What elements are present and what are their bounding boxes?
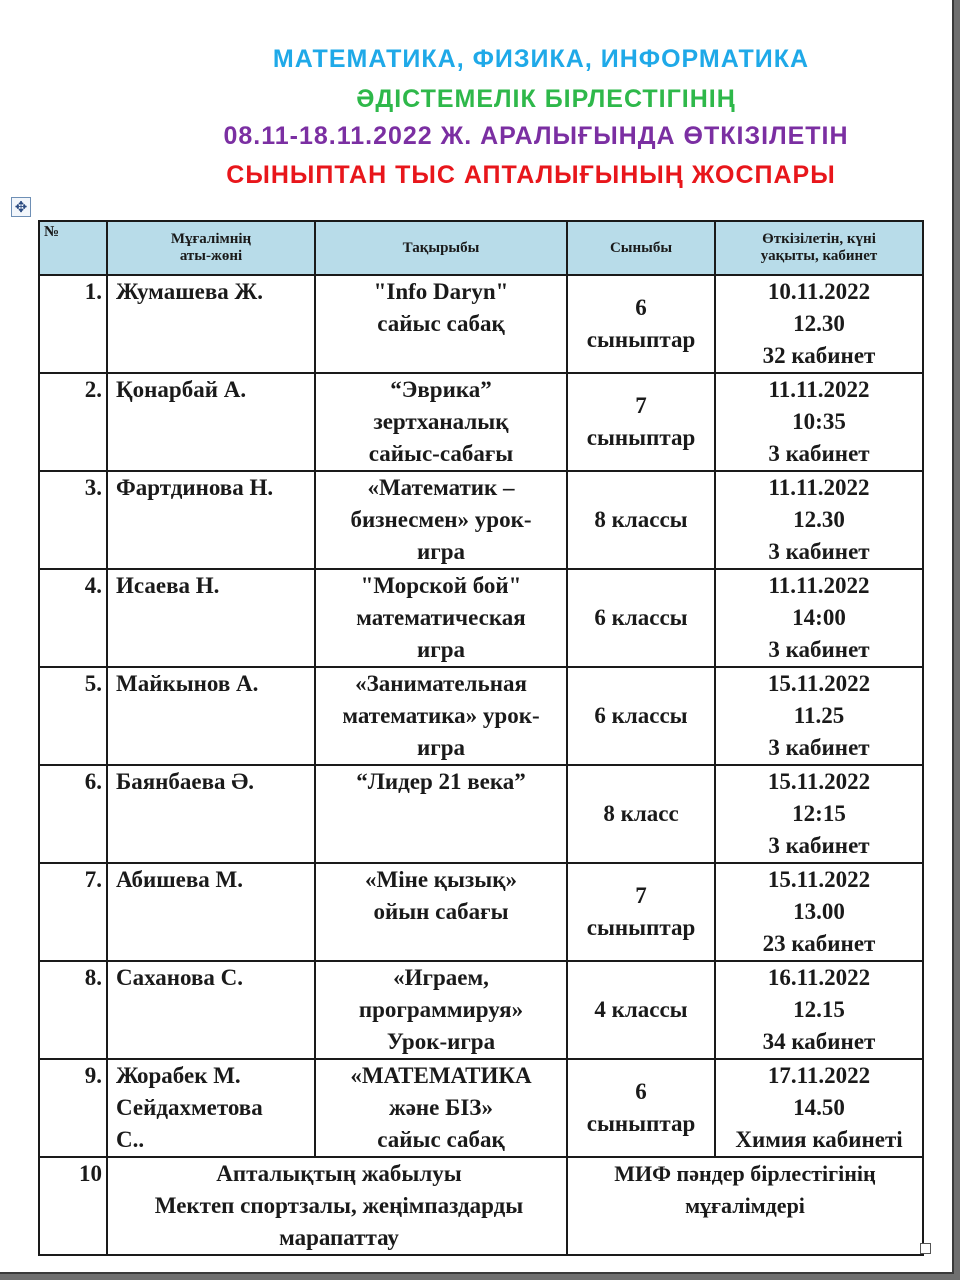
teacher-name-line: Саханова С. xyxy=(116,965,244,990)
row-number: 7. xyxy=(39,863,107,961)
class-grade xyxy=(567,765,715,863)
date-time-room-line: 10:35 xyxy=(792,409,846,434)
row-number: 9. xyxy=(39,1059,107,1157)
table-row xyxy=(39,765,923,863)
table-row xyxy=(39,863,923,961)
teacher-name xyxy=(107,569,315,667)
teacher-name-line: Фартдинова Н. xyxy=(116,475,274,500)
header-grade: Сыныбы xyxy=(567,221,715,275)
event-topic-line: "Морской бой" xyxy=(360,573,522,598)
class-grade xyxy=(567,275,715,373)
event-topic xyxy=(315,667,567,765)
date-time-room xyxy=(715,1059,923,1157)
date-time-room-line: 15.11.2022 xyxy=(767,867,871,892)
closing-responsible-line: мұғалімдері xyxy=(685,1193,805,1218)
event-topic-line: “Лидер 21 века” xyxy=(356,769,526,794)
title-line-1: МАТЕМАТИКА, ФИЗИКА, ИНФОРМАТИКА xyxy=(272,45,810,73)
event-topic-line: «Математик – xyxy=(367,475,515,500)
date-time-room-line: 3 кабинет xyxy=(768,833,870,858)
event-topic-line: сайыс-сабағы xyxy=(368,441,514,466)
date-time-room-line: 11.11.2022 xyxy=(768,573,870,598)
teacher-name-line: Сейдахметова xyxy=(116,1095,263,1120)
class-grade xyxy=(567,667,715,765)
event-topic-line: «МАТЕМАТИКА xyxy=(350,1063,532,1088)
closing-event xyxy=(107,1157,567,1255)
teacher-name-line: Баянбаева Ә. xyxy=(116,769,255,794)
date-time-room xyxy=(715,569,923,667)
date-time-room xyxy=(715,667,923,765)
date-time-room xyxy=(715,961,923,1059)
teacher-name xyxy=(107,961,315,1059)
table-row xyxy=(39,961,923,1059)
header-topic: Тақырыбы xyxy=(315,221,567,275)
event-topic-line: «Міне қызық» xyxy=(365,867,517,892)
event-topic xyxy=(315,471,567,569)
date-time-room-line: 13.00 xyxy=(793,899,845,924)
class-grade xyxy=(567,471,715,569)
table-body xyxy=(39,275,923,1255)
event-topic-line: математика» урок- xyxy=(342,703,540,728)
header-when xyxy=(715,221,923,275)
date-time-room-line: 15.11.2022 xyxy=(767,769,871,794)
date-time-room-line: 3 кабинет xyxy=(768,441,870,466)
class-grade xyxy=(567,1059,715,1157)
row-number: 5. xyxy=(39,667,107,765)
header-teacher xyxy=(107,221,315,275)
event-topic-line: «Играем, xyxy=(393,965,489,990)
event-topic-line: игра xyxy=(417,735,465,760)
header-when-line: уақыты, кабинет xyxy=(760,248,878,264)
event-topic xyxy=(315,569,567,667)
date-time-room-line: 23 кабинет xyxy=(762,931,876,956)
class-grade xyxy=(567,863,715,961)
event-topic-line: математическая xyxy=(356,605,526,630)
event-topic xyxy=(315,863,567,961)
date-time-room-line: Химия кабинеті xyxy=(735,1127,903,1152)
event-topic-line: Урок-игра xyxy=(386,1029,496,1054)
teacher-name xyxy=(107,1059,315,1157)
date-time-room-line: 3 кабинет xyxy=(768,539,870,564)
title-line-3: 08.11-18.11.2022 Ж. АРАЛЫҒЫНДА ӨТКІЗІЛЕТІН xyxy=(223,122,849,150)
table-row xyxy=(39,667,923,765)
closing-event-line: Мектеп спортзалы, жеңімпаздарды xyxy=(154,1193,524,1218)
class-grade-line: 8 класс xyxy=(603,801,679,826)
event-topic-line: бизнесмен» урок- xyxy=(350,507,532,532)
event-topic xyxy=(315,961,567,1059)
event-topic-line: сайыс сабақ xyxy=(377,311,505,336)
date-time-room-line: 12:15 xyxy=(792,801,846,826)
event-topic xyxy=(315,1059,567,1157)
date-time-room-line: 32 кабинет xyxy=(762,343,876,368)
table-row xyxy=(39,373,923,471)
event-topic-line: зертханалық xyxy=(373,409,509,434)
table-row xyxy=(39,569,923,667)
date-time-room-line: 10.11.2022 xyxy=(767,279,871,304)
row-number: 3. xyxy=(39,471,107,569)
header-number: № xyxy=(39,221,107,275)
date-time-room-line: 14:00 xyxy=(792,605,846,630)
date-time-room-line: 3 кабинет xyxy=(768,637,870,662)
date-time-room-line: 11.11.2022 xyxy=(768,475,870,500)
class-grade xyxy=(567,569,715,667)
row-number: 4. xyxy=(39,569,107,667)
closing-responsible-line: МИФ пәндер бірлестігінің xyxy=(614,1161,876,1186)
date-time-room-line: 16.11.2022 xyxy=(767,965,871,990)
class-grade-line: 8 классы xyxy=(594,507,688,532)
title-line-2: ӘДІСТЕМЕЛІК БІРЛЕСТІГІНІҢ xyxy=(356,85,736,113)
class-grade-line: 6 xyxy=(635,1079,647,1104)
class-grade xyxy=(567,961,715,1059)
event-topic-line: игра xyxy=(417,539,465,564)
date-time-room xyxy=(715,765,923,863)
date-time-room-line: 15.11.2022 xyxy=(767,671,871,696)
title-line-4: СЫНЫПТАН ТЫС АПТАЛЫҒЫНЫҢ ЖОСПАРЫ xyxy=(226,161,836,189)
date-time-room xyxy=(715,863,923,961)
teacher-name-line: Жорабек М. xyxy=(116,1063,241,1088)
plan-table xyxy=(38,220,924,1256)
teacher-name-line: Абишева М. xyxy=(116,867,243,892)
header-teacher-line: аты-жөні xyxy=(179,248,243,264)
date-time-room-line: 11.11.2022 xyxy=(768,377,870,402)
class-grade-line: 6 классы xyxy=(594,605,688,630)
event-topic-line: «Занимательная xyxy=(355,671,527,696)
event-topic-line: және БІЗ» xyxy=(389,1095,493,1120)
class-grade-line: сыныптар xyxy=(586,327,696,352)
teacher-name-line: Майкынов А. xyxy=(116,671,259,696)
class-grade-line: сыныптар xyxy=(586,915,696,940)
closing-responsible xyxy=(567,1157,923,1255)
header-teacher-line: Мұғалімнің xyxy=(170,231,252,247)
event-topic-line: сайыс сабақ xyxy=(377,1127,505,1152)
class-grade-line: 7 xyxy=(635,393,647,418)
table-header-row xyxy=(39,221,923,275)
event-topic xyxy=(315,765,567,863)
date-time-room-line: 34 кабинет xyxy=(762,1029,876,1054)
teacher-name xyxy=(107,471,315,569)
teacher-name-line: С.. xyxy=(116,1127,145,1152)
teacher-name xyxy=(107,275,315,373)
closing-event-line: марапаттау xyxy=(279,1225,399,1250)
class-grade-line: 6 классы xyxy=(594,703,688,728)
date-time-room-line: 11.25 xyxy=(793,703,845,728)
resize-handle-icon[interactable] xyxy=(920,1243,931,1254)
header-when-line: Өткізілетін, күні xyxy=(762,231,876,247)
date-time-room-line: 12.15 xyxy=(793,997,845,1022)
teacher-name xyxy=(107,863,315,961)
event-topic-line: "Info Daryn" xyxy=(373,279,509,304)
teacher-name xyxy=(107,765,315,863)
teacher-name-line: Қонарбай А. xyxy=(116,377,247,402)
event-topic-line: игра xyxy=(417,637,465,662)
row-number: 10 xyxy=(39,1157,107,1255)
move-arrows-icon[interactable]: ✥ xyxy=(11,197,31,217)
event-topic-line: программируя» xyxy=(358,997,524,1022)
class-grade-line: 6 xyxy=(635,295,647,320)
class-grade xyxy=(567,373,715,471)
event-topic xyxy=(315,275,567,373)
table-row xyxy=(39,275,923,373)
date-time-room-line: 3 кабинет xyxy=(768,735,870,760)
teacher-name-line: Исаева Н. xyxy=(116,573,220,598)
event-topic xyxy=(315,373,567,471)
row-number: 2. xyxy=(39,373,107,471)
date-time-room xyxy=(715,471,923,569)
date-time-room-line: 17.11.2022 xyxy=(767,1063,871,1088)
date-time-room xyxy=(715,373,923,471)
class-grade-line: сыныптар xyxy=(586,1111,696,1136)
event-topic-line: ойын сабағы xyxy=(373,899,509,924)
table-row xyxy=(39,471,923,569)
class-grade-line: 7 xyxy=(635,883,647,908)
closing-event-line: Апталықтың жабылуы xyxy=(216,1161,462,1186)
class-grade-line: 4 классы xyxy=(594,997,688,1022)
teacher-name xyxy=(107,373,315,471)
date-time-room-line: 14.50 xyxy=(793,1095,845,1120)
row-number: 1. xyxy=(39,275,107,373)
class-grade-line: сыныптар xyxy=(586,425,696,450)
row-number: 6. xyxy=(39,765,107,863)
row-number: 8. xyxy=(39,961,107,1059)
date-time-room-line: 12.30 xyxy=(793,311,845,336)
date-time-room xyxy=(715,275,923,373)
table-row xyxy=(39,1059,923,1157)
teacher-name-line: Жумашева Ж. xyxy=(116,279,263,304)
event-topic-line: “Эврика” xyxy=(390,377,492,402)
table-row-closing xyxy=(39,1157,923,1255)
teacher-name xyxy=(107,667,315,765)
date-time-room-line: 12.30 xyxy=(793,507,845,532)
